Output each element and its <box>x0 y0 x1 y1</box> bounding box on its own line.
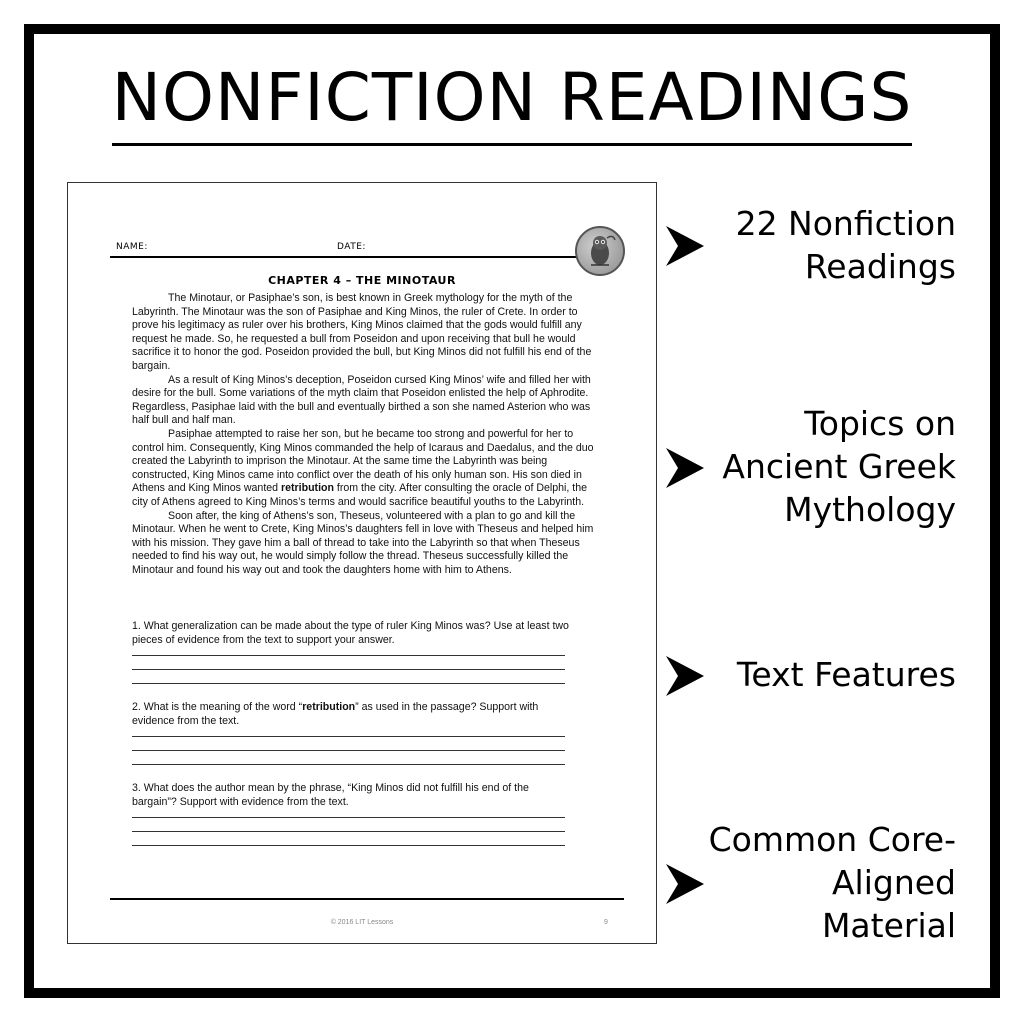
text-run: 3. What does the author mean by the phrase, “King Minos did not fulfill his end of the bargain”? Support with evidence from the text. <box>132 782 529 808</box>
chapter-title: CHAPTER 4 – THE MINOTAUR <box>268 274 456 287</box>
answer-line <box>132 817 565 818</box>
text-run: 1. What generalization can be made about the type of ruler King Minos was? Use at least two pieces of evidence from the text to support your answer. <box>132 620 569 646</box>
worksheet-preview <box>67 182 657 944</box>
text-run: Soon after, the king of Athens’s son, Theseus, volunteered with a plan to go and kill the Minotaur. When he went to Crete, King Minos’s daughters fell in love with Theseus and helped him with his mission. They gave him a ball of thread to take into the Labyrinth so that when Theseus needed to find his way out, he would simply follow the thread. Theseus successfully killed the Minotaur and found his way out and took the daughters home with him to Athens. <box>132 509 594 576</box>
arrowhead-icon <box>664 224 706 268</box>
bold-vocabulary-word: retribution <box>281 482 334 495</box>
answer-line <box>132 764 565 765</box>
footer-rule <box>110 898 624 900</box>
text-run: from the city. After consulting the oracle of Delphi, the city of Athens agreed to King Minos’s terms and would sacrifice beautiful youths to the Labyrinth. <box>132 482 587 508</box>
answer-line <box>132 655 565 656</box>
header-rule <box>110 256 580 258</box>
text-run: ” as used in the passage? Support with evidence from the text. <box>132 701 539 727</box>
passage-paragraph <box>132 374 594 428</box>
owl-coin-icon <box>575 226 625 276</box>
arrowhead-icon <box>664 654 706 698</box>
passage-paragraph <box>132 292 594 374</box>
question-3 <box>132 781 572 809</box>
arrowhead-icon <box>664 862 706 906</box>
answer-line <box>132 750 565 751</box>
feature-text-features: Text Features <box>736 655 956 694</box>
date-label: DATE: <box>337 242 366 252</box>
question-1 <box>132 619 572 647</box>
answer-line <box>132 845 565 846</box>
answer-line <box>132 831 565 832</box>
answer-line <box>132 683 565 684</box>
name-label: NAME: <box>116 242 148 252</box>
text-run: Pasiphae attempted to raise her son, but he became too strong and powerful for her to control him. Consequently, King Minos commanded the help of Icaraus and Daedalus, and the duo created the Labyrinth to imprison the Minotaur. At the same time the Labyrinth was being constructed, King Minos came into conflict over the death of his only human son. His son died in Athens and King Minos wanted <box>132 427 594 495</box>
bold-vocabulary-word: retribution <box>302 701 356 713</box>
question-2 <box>132 700 572 728</box>
arrowhead-icon <box>664 446 706 490</box>
passage-paragraph <box>132 510 594 578</box>
copyright-text: © 2016 LIT Lessons <box>330 919 394 926</box>
reading-passage <box>132 292 594 577</box>
text-run: As a result of King Minos’s deception, Poseidon cursed King Minos’ wife and filled her with desire for the bull. Some variations of the myth claim that Poseidon enlisted the help of Aphrodite. Regardless, Pasiphae laid with the bull and eventually birthed a son she named Asterion who was half bull and half man. <box>132 373 591 427</box>
answer-line <box>132 669 565 670</box>
page-title: NONFICTION READINGS <box>111 59 913 136</box>
feature-nonfiction-readings: 22 Nonfiction Readings <box>735 204 956 286</box>
text-run: 2. What is the meaning of the word “ <box>132 701 303 713</box>
feature-greek-mythology: Topics on Ancient Greek Mythology <box>722 404 956 529</box>
passage-paragraph <box>132 428 594 510</box>
page-number: 9 <box>604 919 608 926</box>
text-run: The Minotaur, or Pasiphae’s son, is best known in Greek mythology for the myth of the Labyrinth. The Minotaur was the son of Pasiphae and King Minos, the ruler of Crete. In order to prove his legitimacy as ruler over his brothers, King Minos claimed that the gods would fulfill any request he made. So, he requested a bull from Poseidon and upon receiving that bull he would sacrifice it to honor the god. Poseidon provided the bull, but King Minos did not fulfill his end of the bargain. <box>132 292 592 372</box>
feature-common-core: Common Core- Aligned Material <box>708 820 956 945</box>
title-underline <box>112 143 912 146</box>
answer-line <box>132 736 565 737</box>
